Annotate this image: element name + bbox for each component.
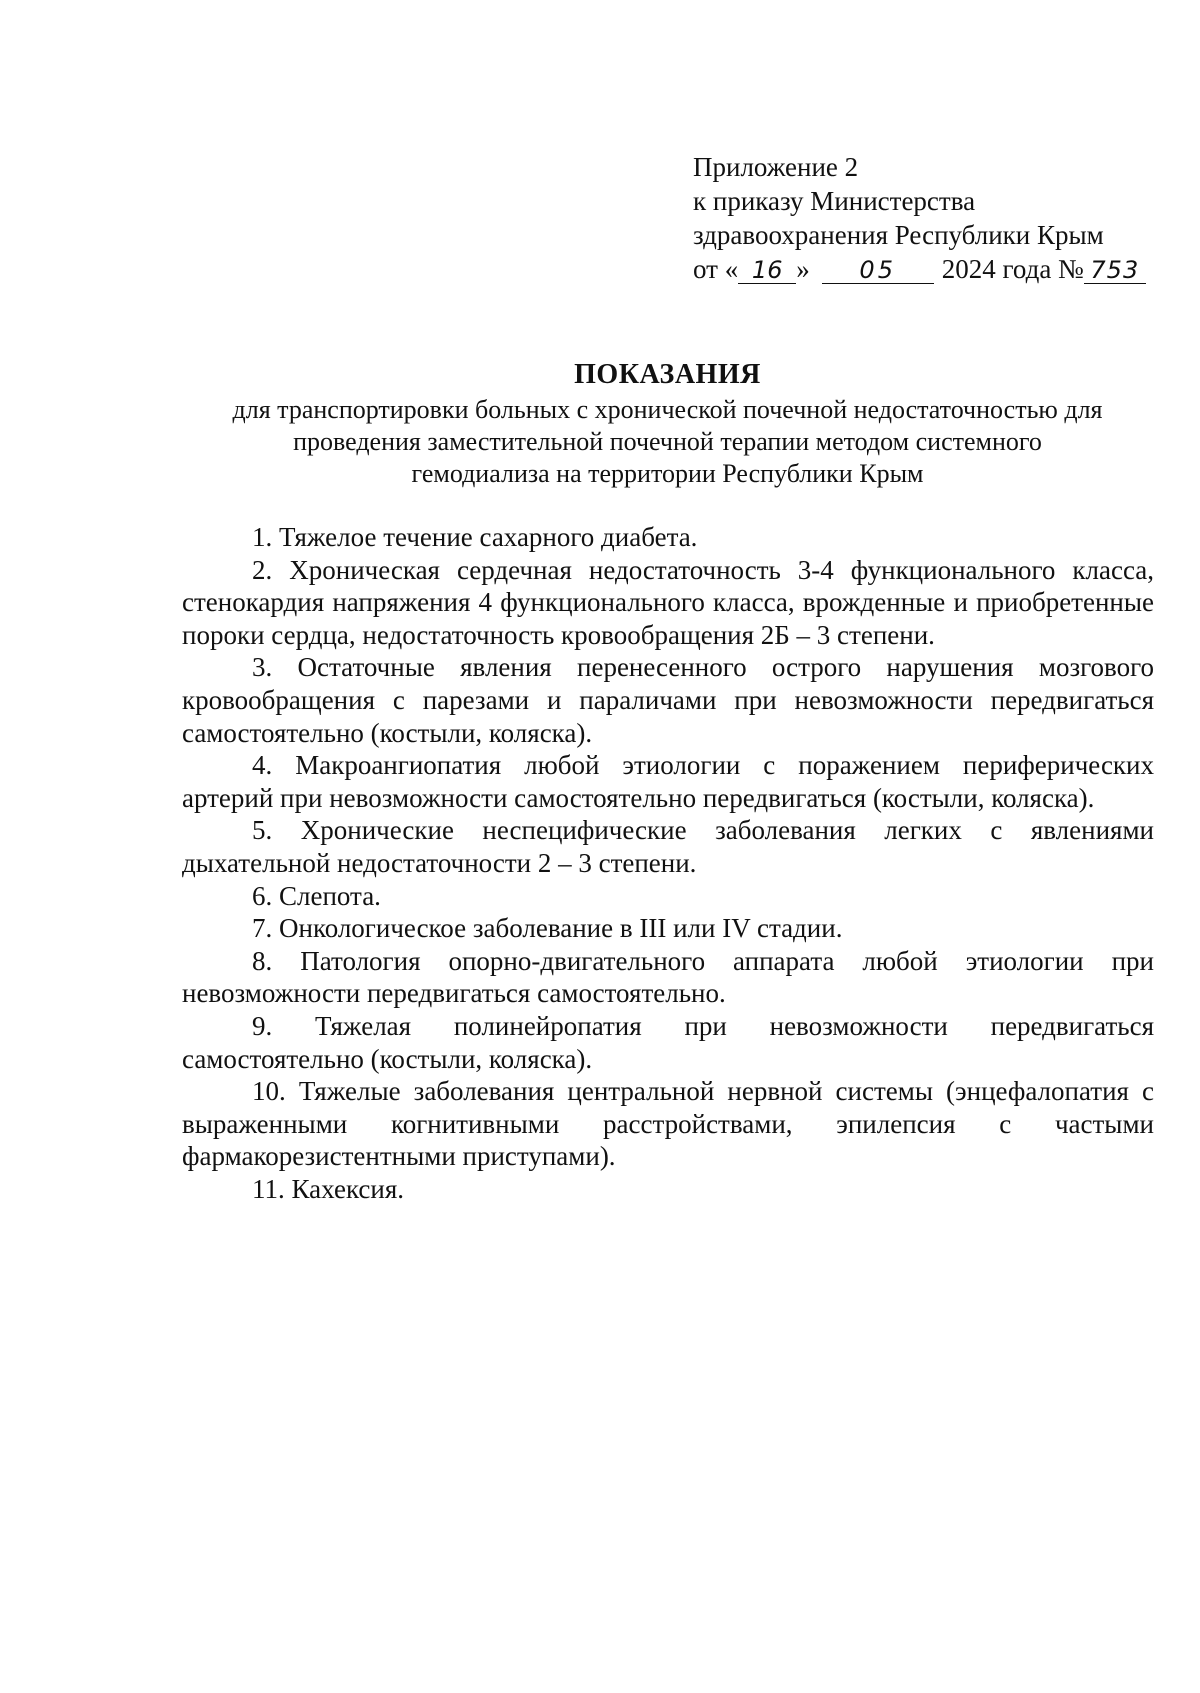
list-item: 4. Макроангиопатия любой этиологии с поражением периферических артерий при невозможности самостоятельно передвигаться (костыли, коляска). xyxy=(182,750,1154,813)
list-item: 9. Тяжелая полинейропатия при невозможности передвигаться самостоятельно (костыли, коляска). xyxy=(182,1010,1154,1074)
list-item: 10. Тяжелые заболевания центральной нервной системы (энцефалопатия с выраженными когнитивными расстройствами, эпилепсия с частыми фармакорезистентными приступами). xyxy=(182,1076,1154,1172)
handwritten-day: 16 xyxy=(738,257,796,284)
handwritten-month: 05 xyxy=(822,257,934,284)
document-subtitle xyxy=(180,394,1155,490)
appendix-header xyxy=(693,150,1146,286)
subtitle-line-3: гемодиализа на территории Республики Крым xyxy=(411,459,924,488)
subtitle-line-2: проведения заместительной почечной терапии методом системного xyxy=(293,427,1042,456)
appendix-ministry: здравоохранения Республики Крым xyxy=(693,220,1104,250)
title-block xyxy=(180,358,1155,490)
list-item: 7. Онкологическое заболевание в III или IV стадии. xyxy=(252,913,843,944)
list-item: 3. Остаточные явления перенесенного острого нарушения мозгового кровообращения с парезами и параличами при невозможности передвигаться самостоятельно (костыли, коляска). xyxy=(182,652,1154,748)
indications-list xyxy=(182,521,1154,1205)
date-mid: » xyxy=(796,254,810,284)
year-and-number-label: 2024 года № xyxy=(941,254,1084,284)
appendix-order-ref: к приказу Министерства xyxy=(693,186,976,216)
date-prefix: от « xyxy=(693,254,739,284)
subtitle-line-1: для транспортировки больных с хронической почечной недостаточностью для xyxy=(232,395,1103,424)
list-item: 1. Тяжелое течение сахарного диабета. xyxy=(252,522,698,552)
list-item: 6. Слепота. xyxy=(252,880,381,911)
list-item: 11. Кахексия. xyxy=(252,1173,404,1204)
list-item: 2. Хроническая сердечная недостаточность 3-4 функционального класса, стенокардия напряжения 4 функционального класса, врожденные и приобретенные пороки сердца, недостаточность кровообращения 2Б – 3 степени. xyxy=(182,554,1154,650)
list-item: 5. Хронические неспецифические заболевания легких с явлениями дыхательной недостаточности 2 – 3 степени. xyxy=(182,815,1154,878)
appendix-date-line xyxy=(693,252,1146,286)
appendix-title: Приложение 2 xyxy=(693,152,859,182)
document-title: ПОКАЗАНИЯ xyxy=(574,359,761,390)
list-item: 8. Патология опорно-двигательного аппарата любой этиологии при невозможности передвигаться самостоятельно. xyxy=(182,945,1154,1009)
handwritten-order-number: 753 xyxy=(1084,257,1146,284)
